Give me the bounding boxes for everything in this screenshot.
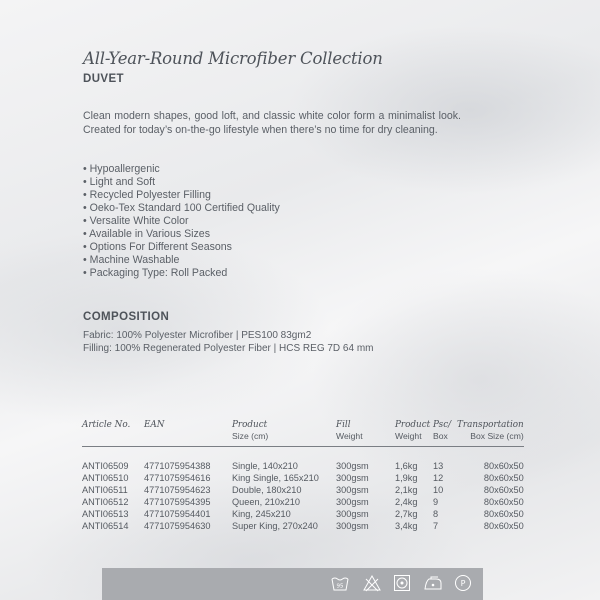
cell-box: 80x60x50 xyxy=(483,509,524,519)
composition-details xyxy=(83,330,374,355)
fabric-composition: Fabric: 100% Polyester Microfiber | PES100 83gm2 xyxy=(83,330,312,341)
cell-ean: 4771075954630 xyxy=(144,521,211,531)
cell-weight: 2,1kg xyxy=(395,485,418,495)
cell-psc: 10 xyxy=(433,485,444,495)
do-not-bleach-icon xyxy=(362,573,382,593)
col-article-no: Article No. xyxy=(82,420,144,447)
feature-item: • Oeko-Tex Standard 100 Certified Quality xyxy=(83,202,280,215)
cell-fill: 300gsm xyxy=(336,461,369,471)
feature-item: • Available in Various Sizes xyxy=(83,228,280,241)
col-product-size: Product Size (cm) xyxy=(232,420,336,447)
feature-item: • Recycled Polyester Filling xyxy=(83,189,280,202)
feature-item: • Machine Washable xyxy=(83,254,280,267)
cell-psc: 12 xyxy=(433,473,444,483)
dry-clean-p-icon xyxy=(453,573,473,593)
col-psc-box: Psc/ Box xyxy=(433,420,457,447)
feature-list xyxy=(83,163,280,280)
table-row xyxy=(82,472,524,484)
feature-item: • Packaging Type: Roll Packed xyxy=(83,267,280,280)
table-row xyxy=(82,520,524,532)
cell-fill: 300gsm xyxy=(336,473,369,483)
cell-ean: 4771075954388 xyxy=(144,461,211,471)
cell-ean: 4771075954401 xyxy=(144,509,211,519)
cell-box: 80x60x50 xyxy=(483,485,524,495)
cell-weight: 1,6kg xyxy=(395,461,418,471)
product-description: Clean modern shapes, good loft, and classic white color form a minimalist look. Created for today’s on-the-go lifestyle when there’s no time for dry cleaning. xyxy=(83,110,461,136)
collection-title: All-Year-Round Microfiber Collection xyxy=(83,49,383,68)
cell-size: Double, 180x210 xyxy=(232,485,302,495)
table-row xyxy=(82,496,524,508)
filling-composition: Filling: 100% Regenerated Polyester Fiber | HCS REG 7D 64 mm xyxy=(83,342,374,354)
cell-fill: 300gsm xyxy=(336,485,369,495)
cell-article: ANTI06510 xyxy=(82,473,129,483)
cell-size: King Single, 165x210 xyxy=(232,473,319,483)
cell-weight: 2,4kg xyxy=(395,497,418,507)
feature-item: • Options For Different Seasons xyxy=(83,241,280,254)
composition-heading: COMPOSITION xyxy=(83,311,170,323)
cell-box: 80x60x50 xyxy=(483,473,524,483)
cell-weight: 2,7kg xyxy=(395,509,418,519)
cell-box: 80x60x50 xyxy=(483,497,524,507)
care-instructions-band xyxy=(102,568,483,600)
cell-fill: 300gsm xyxy=(336,521,369,531)
product-spec-table xyxy=(82,420,524,532)
cell-fill: 300gsm xyxy=(336,497,369,507)
table-row xyxy=(82,484,524,496)
feature-item: • Versalite White Color xyxy=(83,215,280,228)
col-fill-weight: Fill Weight xyxy=(336,420,395,447)
wash-temp-label: 95 xyxy=(336,583,344,590)
table-row xyxy=(82,447,524,473)
cell-box: 80x60x50 xyxy=(483,521,524,531)
feature-item: • Hypoallergenic xyxy=(83,163,280,176)
cell-psc: 7 xyxy=(433,521,439,531)
wash-95-icon xyxy=(330,573,350,593)
product-type-heading: DUVET xyxy=(83,73,124,85)
cell-article: ANTI06512 xyxy=(82,497,129,507)
cell-article: ANTI06509 xyxy=(82,461,129,471)
cell-size: Single, 140x210 xyxy=(232,461,298,471)
col-transport-box: Transportation Box Size (cm) xyxy=(457,420,524,447)
cell-weight: 1,9kg xyxy=(395,473,418,483)
cell-weight: 3,4kg xyxy=(395,521,418,531)
cell-fill: 300gsm xyxy=(336,509,369,519)
cell-box: 80x60x50 xyxy=(483,461,524,471)
cell-article: ANTI06514 xyxy=(82,521,129,531)
cell-psc: 13 xyxy=(433,461,444,471)
cell-article: ANTI06511 xyxy=(82,485,128,495)
cell-size: King, 245x210 xyxy=(232,509,291,519)
col-ean: EAN xyxy=(144,420,232,447)
feature-item: • Light and Soft xyxy=(83,176,280,189)
iron-icon xyxy=(422,573,442,593)
cell-size: Super King, 270x240 xyxy=(232,521,318,531)
col-product-weight: Product Weight xyxy=(395,420,433,447)
cell-article: ANTI06513 xyxy=(82,509,129,519)
tumble-dry-icon xyxy=(392,573,412,593)
cell-size: Queen, 210x210 xyxy=(232,497,300,507)
cell-psc: 9 xyxy=(433,497,439,507)
cell-ean: 4771075954623 xyxy=(144,485,211,495)
svg-text:P: P xyxy=(460,579,466,588)
table-header-row xyxy=(82,420,524,447)
table-row xyxy=(82,508,524,520)
cell-psc: 8 xyxy=(433,509,439,519)
cell-ean: 4771075954395 xyxy=(144,497,211,507)
cell-ean: 4771075954616 xyxy=(144,473,211,483)
